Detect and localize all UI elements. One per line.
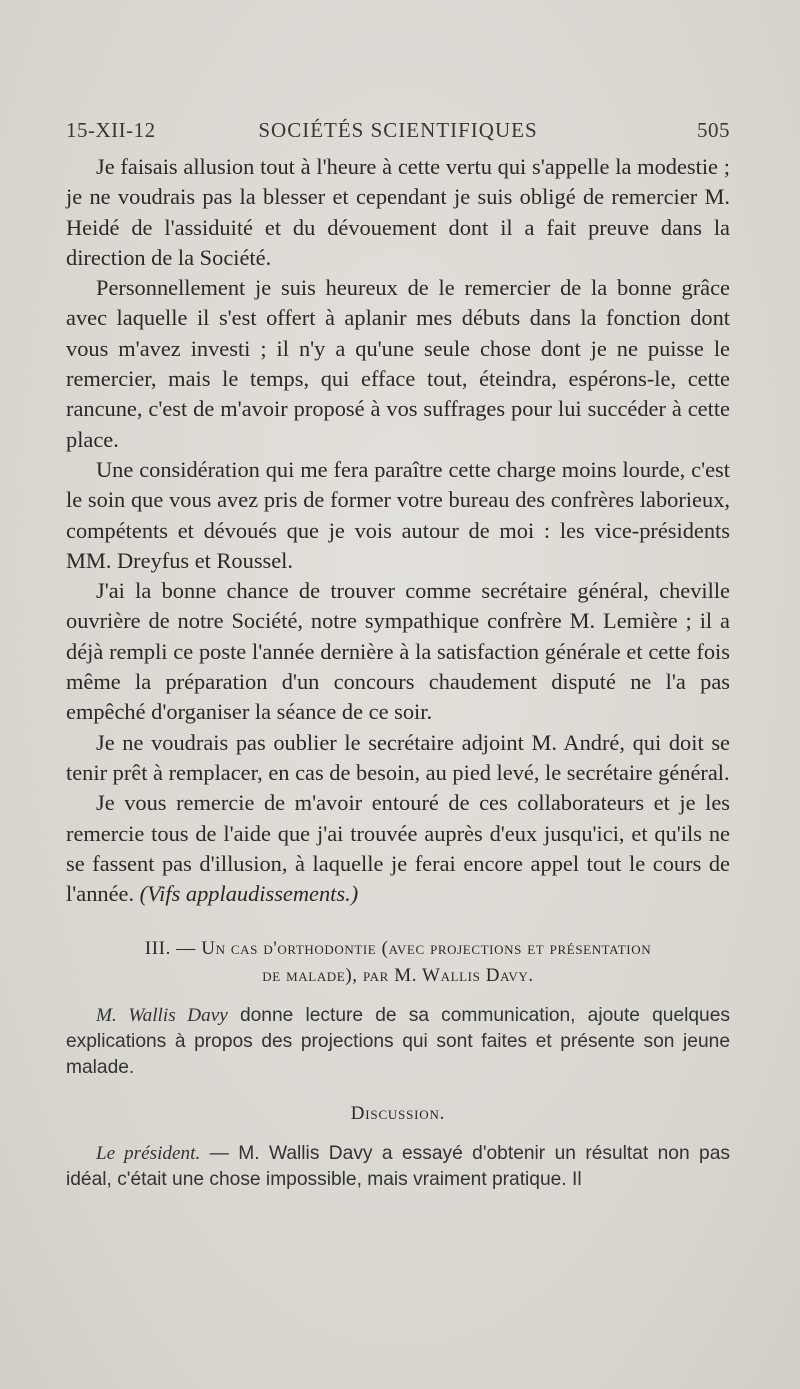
president-paragraph [66,1141,730,1193]
discussion-heading: Discussion. [350,1103,446,1125]
header-title: SOCIÉTÉS SCIENTIFIQUES [258,118,538,142]
applause-note: (Vifs applaudissements.) [139,881,359,907]
paragraph-2: Personnellement je suis heureux de le remercier de la bonne grâce avec laquelle il s'est offert à aplanir mes débuts dans la fonction dont vous m'avez investi ; il n'y a qu'une seule chose dont je ne puisse le remercier, mais le temps, qui efface tout, éteindra, espérons-le, cette rancune, c'est de m'avoir proposé à vos suffrages pour lui succéder à cette place. [66,275,730,452]
page-number: 505 [697,118,730,142]
paragraph-3: Une considération qui me fera paraître cette charge moins lourde, c'est le soin que vous avez pris de former votre bureau des confrères laborieux, compétents et dévoués que je vois autour de moi : les vice-présidents MM. Dreyfus et Roussel. [66,456,730,573]
president-label: Le président. [96,1143,201,1165]
section-heading-line-1: III. — Un cas d'orthodontie (avec projections et présentation [144,938,652,960]
section-heading [66,935,730,989]
running-head [66,118,730,148]
section-heading-line-2: de malade), par M. Wallis Davy. [262,965,534,987]
body-text [66,152,730,1193]
paragraph-4: J'ai la bonne chance de trouver comme secrétaire général, cheville ouvrière de notre Société, notre sympathique confrère M. Lemière ; il a déjà rempli ce poste l'année dernière à la satisfaction générale et cette fois même la préparation d'un concours chaudement disputé ne l'a pas empêché d'organiser la séance de ce soir. [66,578,730,725]
communication-paragraph [66,1003,730,1081]
president-text: — M. Wallis Davy a essayé d'obtenir un résultat non pas idéal, c'était une chose impossible, mais vraiment pratique. Il [66,1143,730,1191]
header-date: 15-XII-12 [66,118,156,142]
communication-text: donne lecture de sa communication, ajoute quelques explications à propos des projections qui sont faites et présente son jeune malade. [66,1005,730,1079]
communication-author: M. Wallis Davy [96,1005,228,1027]
paragraph-1: Je faisais allusion tout à l'heure à cette vertu qui s'appelle la modestie ; je ne voudrais pas la blesser et cependant je suis obligé de remercier M. Heidé de l'assiduité et du dévouement dont il a fait preuve dans la direction de la Société. [66,154,730,270]
paragraph-5: Je ne voudrais pas oublier le secrétaire adjoint M. André, qui doit se tenir prêt à remplacer, en cas de besoin, au pied levé, le secrétaire général. [66,729,730,785]
paragraph-6 [66,788,730,909]
paragraph-6-text: Je vous remercie de m'avoir entouré de ces collaborateurs et je les remercie tous de l'aide que j'ai trouvée auprès d'eux jusqu'ici, et qu'ils ne se fassent pas d'illusion, à laquelle je ferai encore appel tout le cours de l'année. [66,790,730,907]
